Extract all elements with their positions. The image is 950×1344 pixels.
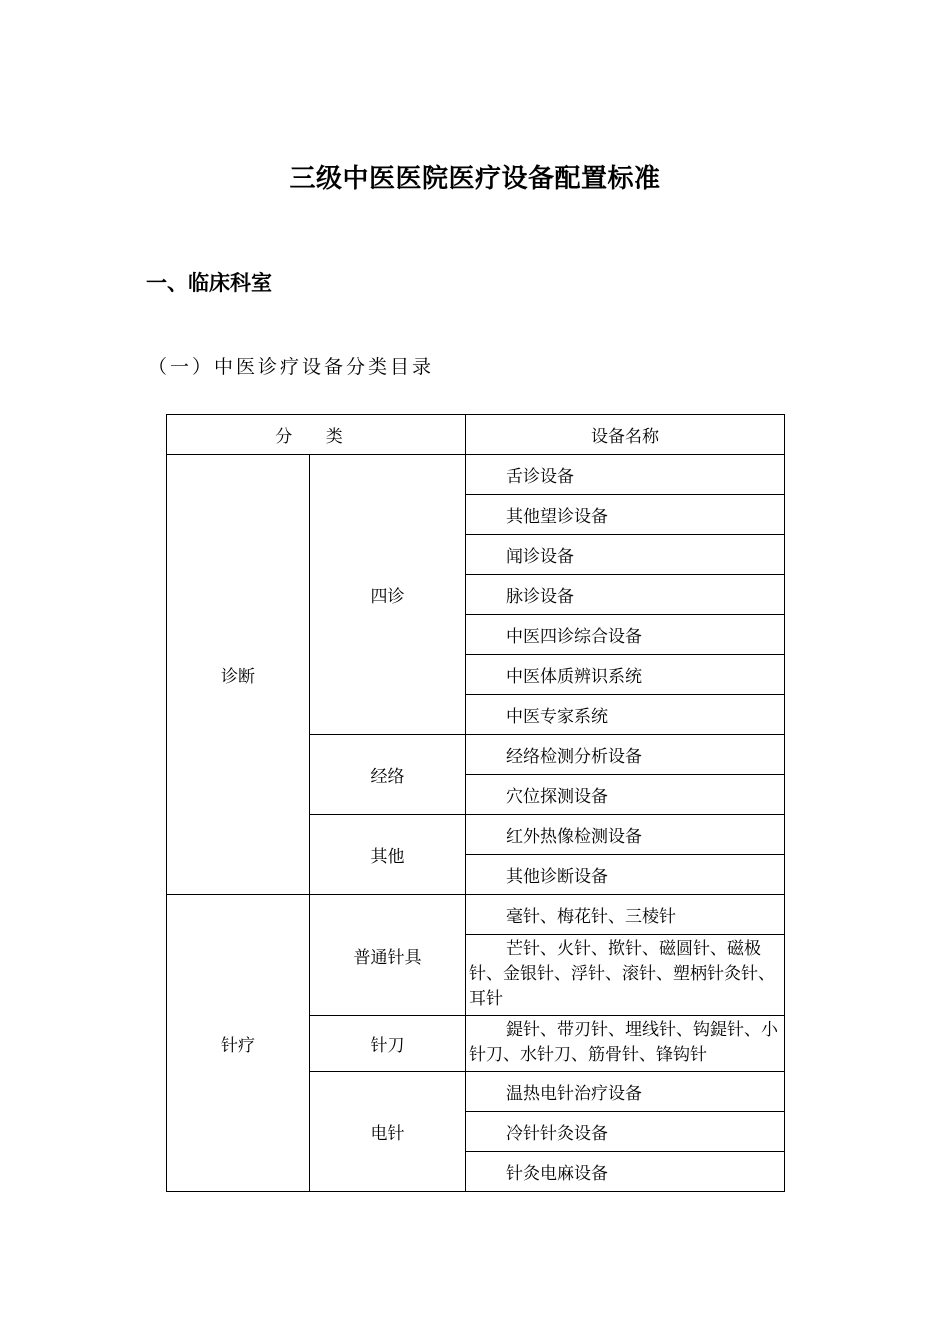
subcategory-cell-other: 其他 [310, 815, 466, 895]
category-cell-acupuncture: 针疗 [167, 895, 310, 1192]
table-row [167, 455, 785, 495]
category-cell-diagnosis: 诊断 [167, 455, 310, 895]
equipment-name-cell: 鍉针、带刃针、埋线针、钩鍉针、小针刀、水针刀、筋骨针、锋钩针 [466, 1016, 785, 1072]
equipment-name-cell: 芒针、火针、揿针、磁圆针、磁极针、金银针、浮针、滚针、塑柄针灸针、耳针 [466, 935, 785, 1016]
equipment-name-cell: 中医四诊综合设备 [466, 615, 785, 655]
equipment-name-cell: 中医体质辨识系统 [466, 655, 785, 695]
subcategory-cell-regular-needles: 普通针具 [310, 895, 466, 1016]
header-equipment-name: 设备名称 [466, 415, 785, 455]
subcategory-cell-electro-acupuncture: 电针 [310, 1072, 466, 1192]
equipment-classification-table [166, 414, 785, 1192]
equipment-name-cell: 经络检测分析设备 [466, 735, 785, 775]
equipment-name-cell: 毫针、梅花针、三棱针 [466, 895, 785, 935]
equipment-name-cell: 其他望诊设备 [466, 495, 785, 535]
equipment-name-cell: 针灸电麻设备 [466, 1152, 785, 1192]
equipment-name-cell: 冷针针灸设备 [466, 1112, 785, 1152]
equipment-name-cell: 舌诊设备 [466, 455, 785, 495]
section-heading: 一、临床科室 [146, 271, 272, 295]
equipment-name-cell: 红外热像检测设备 [466, 815, 785, 855]
equipment-name-cell: 闻诊设备 [466, 535, 785, 575]
table-header-row [167, 415, 785, 455]
equipment-name-cell: 温热电针治疗设备 [466, 1072, 785, 1112]
subcategory-cell-meridian: 经络 [310, 735, 466, 815]
equipment-name-cell: 中医专家系统 [466, 695, 785, 735]
document-title: 三级中医医院医疗设备配置标准 [289, 164, 661, 194]
equipment-name-cell: 脉诊设备 [466, 575, 785, 615]
subsection-heading: （一）中医诊疗设备分类目录 [148, 356, 435, 378]
subcategory-cell-needle-knife: 针刀 [310, 1016, 466, 1072]
subcategory-cell-four-diagnoses: 四诊 [310, 455, 466, 735]
header-category: 分 类 [167, 415, 466, 455]
table-row [167, 895, 785, 935]
equipment-name-cell: 穴位探测设备 [466, 775, 785, 815]
equipment-name-cell: 其他诊断设备 [466, 855, 785, 895]
